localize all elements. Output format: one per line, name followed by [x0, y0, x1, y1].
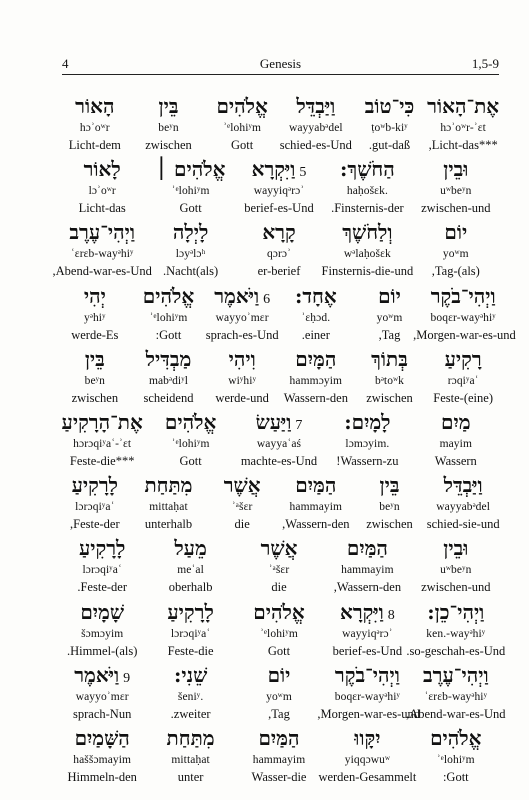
transliteration: ʿɛrɛb-wayᵊhiʸ [424, 690, 488, 703]
transliteration: wayyoʾmɛr [75, 690, 129, 703]
german-gloss: werde-Es [71, 327, 119, 342]
hebrew-word: שָׁמָיִם [80, 599, 125, 624]
hebrew-word: יוֹם [267, 662, 291, 687]
hebrew-word: וּבֵין [443, 536, 469, 561]
transliteration: ʾᵉlohiʸm [171, 185, 210, 198]
interlinear-line [52, 218, 500, 282]
german-gloss: :Gott [442, 770, 469, 784]
hebrew-word: יוֹם [378, 283, 401, 308]
german-gloss: Feste-(eine) [433, 390, 493, 405]
german-gloss: sprach-Nun [73, 706, 132, 721]
word-group [52, 661, 152, 723]
german-gloss: sprach-es-Und [205, 327, 279, 342]
hebrew-word: וַיְהִי־בֹקֶר [334, 662, 400, 687]
verse-reference: 1,5-9 [471, 56, 499, 71]
word-group [406, 724, 506, 786]
interlinear-line [58, 724, 500, 788]
german-gloss: ,Morgen-war-es-und [317, 706, 421, 721]
word-group [406, 534, 506, 596]
interlinear-line [58, 534, 500, 598]
interlinear-line [58, 155, 500, 219]
german-gloss: berief-es-Und [332, 643, 403, 658]
transliteration: šɔmɔyim [81, 627, 124, 640]
transliteration: ʿɛrɛb-wayᵊhiʸ [70, 248, 134, 261]
word-group [141, 218, 241, 280]
interlinear-line [58, 345, 500, 409]
german-gloss: .Finsternis-der [331, 201, 404, 216]
word-group [406, 218, 506, 280]
german-gloss: ,Tag [268, 706, 290, 721]
german-gloss: !Wassern-zu [336, 454, 399, 468]
german-gloss: Licht-dem [68, 138, 121, 152]
interlinear-line [58, 92, 500, 156]
german-gloss: Wassern-den [283, 390, 348, 405]
transliteration: ʾᵉlohiʸm [149, 311, 188, 324]
hebrew-word: הַמַּיִם [295, 473, 337, 498]
word-group [229, 155, 329, 217]
hebrew-word: בְּתוֹךְ [371, 346, 408, 371]
transliteration: yiqqɔwuʷ [344, 754, 391, 766]
transliteration: wᵊlaḥošɛk [343, 248, 391, 261]
hebrew-word: מַיִם [441, 410, 471, 434]
german-gloss: unterhalb [144, 517, 193, 532]
german-gloss: werden-Gesammelt [318, 770, 417, 784]
transliteration: yoʷm [442, 248, 469, 261]
german-gloss: oberhalb [168, 580, 213, 595]
transliteration: lɔrɔqiʸaʿ [75, 501, 115, 514]
hebrew-word: וִיהִי [228, 346, 256, 371]
hebrew-word: הָאוֹר [75, 94, 115, 118]
hebrew-word: וַיְהִי־עֶרֶב [423, 662, 489, 687]
hebrew-word: לָאוֹר [83, 157, 121, 182]
transliteration: hɔʾoʷr-ʾɛt [440, 122, 486, 134]
transliteration: hɔrɔqiʸaʿ-ʾɛt [73, 438, 132, 450]
transliteration: yoʷm [376, 311, 403, 324]
transliteration: mabᵊdiʸl [148, 374, 189, 387]
word-group [52, 724, 152, 786]
transliteration: hammɔyim [289, 374, 343, 387]
german-gloss: ,Licht-das*** [428, 138, 498, 152]
transliteration: ʾɛḥɔd. [301, 311, 331, 324]
hebrew-word: אֲשֶׁר [260, 536, 298, 561]
transliteration: uʷbeʸn [440, 564, 472, 577]
hebrew-word: וַיְהִי־בֹקֶר [430, 283, 496, 308]
hebrew-word: לָרָקִיעַ [167, 599, 214, 624]
german-gloss: Wassern [434, 454, 477, 468]
transliteration: yᵊhiʸ [84, 311, 106, 324]
verse-number: 7 [295, 418, 303, 433]
transliteration: ʾᵃšɛr [231, 501, 253, 514]
transliteration: hɔʾoʷr [79, 122, 110, 134]
hebrew-word [229, 408, 329, 436]
hebrew-word: וַיַּבְדֵּל [296, 94, 336, 118]
hebrew-word: בֵּין [84, 346, 105, 371]
german-gloss: .so-geschah-es-Und [406, 643, 506, 658]
german-gloss: :Gott [155, 327, 182, 342]
word-group [45, 282, 145, 344]
transliteration: wayyoʾmɛr [215, 311, 269, 324]
transliteration: wayyiqᵊrɔʾ [342, 627, 393, 640]
word-group [141, 408, 241, 470]
hebrew-word: יִקָּווּ [354, 726, 381, 750]
word-group [52, 155, 152, 217]
hebrew-word: לָמָיִם: [344, 410, 391, 434]
german-gloss: zwischen-und [421, 201, 491, 216]
german-gloss: schied-es-Und [279, 138, 352, 152]
word-group [52, 218, 152, 280]
hebrew-word: הַשָּׁמַיִם [74, 726, 130, 750]
german-gloss: unter [177, 770, 204, 784]
transliteration: ʾᵉlohiʸm [436, 754, 475, 766]
german-gloss: berief-es-Und [244, 201, 314, 216]
hebrew-word: הַמַּיִם [258, 726, 300, 750]
hebrew-word: לָרָקִיעַ [71, 473, 119, 498]
german-gloss: werde-und [215, 390, 269, 405]
word-group [52, 598, 152, 660]
hebrew-word: קָרָא [262, 220, 296, 245]
hebrew-word: הַחֹשֶׁךְ: [340, 157, 395, 182]
german-gloss: Gott [267, 643, 291, 658]
german-gloss: die [271, 580, 287, 595]
hebrew-word: אֲשֶׁר [223, 473, 261, 498]
interlinear-line [58, 282, 516, 346]
hebrew-word: אֶת־הָרָקִיעַ [61, 410, 143, 434]
german-gloss: zwischen-und [421, 580, 491, 595]
transliteration: wayyaʿaś [256, 438, 302, 450]
transliteration: lɔʾoʷr [88, 185, 116, 198]
interlinear-line [58, 598, 506, 662]
german-gloss: .zweiter [170, 706, 211, 721]
word-group [52, 534, 152, 596]
hebrew-word: מִתַּחַת [166, 726, 215, 750]
verse-number: 9 [123, 670, 131, 686]
running-header [62, 55, 499, 73]
transliteration: wiʸhiʸ [228, 374, 257, 387]
german-gloss: ,Abend-war-es-Und [406, 706, 506, 721]
verse-number: 8 [387, 607, 395, 623]
german-gloss: .Feste-der [77, 580, 127, 595]
german-gloss: Licht-das [78, 201, 126, 216]
hebrew-word: אֱלֹהִים [216, 94, 268, 118]
hebrew-word: בֵּין [158, 94, 179, 118]
word-group [45, 345, 145, 407]
word-group [229, 408, 329, 470]
hebrew-word: לָיְלָה [172, 220, 209, 245]
transliteration: bᵊtoʷk [375, 374, 404, 387]
transliteration: wayyabᵊdel [288, 122, 343, 134]
german-gloss: .einer [301, 327, 330, 342]
word-group [141, 534, 241, 596]
german-gloss: Feste-die*** [69, 454, 135, 468]
hebrew-word: בֵּין [379, 473, 400, 498]
german-gloss: ,Feste-der [70, 517, 120, 532]
transliteration: lɔrɔqiʸaʿ [170, 627, 211, 640]
hebrew-word: וְלַחֹשֶׁךְ [342, 220, 393, 245]
transliteration: lɔyᵊlɔʰ [175, 248, 206, 261]
word-group [229, 724, 329, 786]
german-gloss: zwischen [366, 390, 413, 405]
hebrew-word: יְהִי [83, 283, 106, 308]
hebrew-word: אֶחָד: [294, 283, 337, 308]
word-group [45, 471, 145, 533]
hebrew-word: כִּי־טוֹב [364, 94, 415, 118]
word-group [141, 724, 241, 786]
word-group [141, 598, 241, 660]
hebrew-word [317, 598, 417, 626]
german-gloss: Finsternis-die-und [321, 264, 414, 279]
word-group [141, 155, 241, 217]
hebrew-word: וַיְהִי־כֵן: [427, 599, 485, 624]
german-gloss: die [234, 517, 250, 532]
hebrew-word: מִתַּחַת [144, 473, 193, 498]
german-gloss: ,Wassern-den [333, 580, 402, 595]
word-group [229, 534, 329, 596]
german-gloss: er-berief [257, 264, 301, 279]
word-group [141, 661, 241, 723]
word-group [317, 661, 421, 723]
transliteration: mayim [439, 438, 473, 450]
word-group [406, 598, 506, 660]
transliteration: boqɛr-wayᵊhiʸ [430, 311, 496, 324]
hebrew-word: מֵעַל [174, 536, 207, 561]
german-gloss: machte-es-Und [240, 454, 318, 468]
hebrew-word: לָרָקִיעַ [78, 536, 126, 561]
hebrew-word: וַיְהִי־עֶרֶב [69, 220, 135, 245]
transliteration: haššɔmayim [73, 754, 132, 766]
hebrew-word: אֶת־הָאוֹר [427, 94, 500, 118]
transliteration: mittaḥat [171, 754, 210, 766]
interlinear-line [58, 661, 506, 725]
hebrew-word: אֱלֹהִים [430, 726, 482, 750]
interlinear-line [58, 408, 500, 472]
hebrew-text: וַיִּקְרָא [340, 599, 384, 624]
german-gloss: zwischen [145, 138, 192, 152]
transliteration: meʿal [177, 564, 204, 577]
german-gloss: Gott [179, 201, 202, 216]
word-group [317, 724, 417, 786]
german-gloss: ,Tag [378, 327, 401, 342]
hebrew-word: הַמָּיִם [295, 346, 337, 371]
hebrew-word: וַיַּבְדֵּל [443, 473, 483, 498]
hebrew-word: אֱלֹהִים [253, 599, 305, 624]
hebrew-text: וַיֹּאמֶר [74, 662, 120, 687]
transliteration: beʸn [84, 374, 106, 387]
word-group [317, 408, 417, 470]
german-gloss: .Himmel-(als) [66, 643, 138, 658]
german-gloss: ,Morgen-war-es-und [413, 327, 516, 342]
hebrew-word: אֱלֹהִים ׀ [155, 157, 226, 182]
verse-number: 6 [263, 291, 271, 307]
hebrew-word [52, 661, 152, 689]
transliteration: yoʷm [266, 690, 292, 703]
transliteration: beʸn [158, 122, 179, 134]
german-gloss: Wasser-die [251, 770, 307, 784]
german-gloss: .gut-daß [368, 138, 411, 152]
german-gloss: zwischen [366, 517, 413, 532]
german-gloss: ,Abend-war-es-Und [52, 264, 152, 279]
hebrew-word: וּבֵין [443, 157, 469, 182]
german-gloss: ,Wassern-den [282, 517, 350, 532]
transliteration: ken.-wayᵊhiʸ [426, 627, 486, 640]
german-gloss: Himmeln-den [67, 770, 137, 784]
hebrew-text: וַיַּעַשׂ [255, 410, 292, 434]
transliteration: šeniʸ. [177, 690, 204, 703]
word-group [317, 155, 417, 217]
transliteration: wayyiqᵊrɔʾ [253, 185, 305, 198]
german-gloss: Feste-die [167, 643, 214, 658]
word-group [317, 598, 417, 660]
hebrew-text: וַיֹּאמֶר [214, 283, 260, 308]
transliteration: rɔqiʸaʿ [447, 374, 479, 387]
hebrew-word: מַבְדִּיל [145, 346, 192, 371]
transliteration: qɔrɔʾ [266, 248, 292, 261]
word-group [45, 92, 145, 154]
german-gloss: Gott [179, 454, 202, 468]
hebrew-text: וַיִּקְרָא [251, 157, 296, 182]
word-group [52, 408, 152, 470]
header-rule [62, 74, 499, 75]
verse-number: 5 [299, 165, 307, 181]
german-gloss: .Nacht(als) [163, 264, 219, 279]
transliteration: hammayim [289, 501, 343, 514]
transliteration: ʾᵉlohiʸm [223, 122, 262, 134]
transliteration: hammayim [252, 754, 306, 766]
page-number: 4 [62, 56, 69, 71]
transliteration: beʸn [379, 501, 400, 514]
german-gloss: Gott [231, 138, 254, 152]
hebrew-word: רָקִיעַ [444, 346, 482, 371]
german-gloss: zwischen [71, 390, 119, 405]
word-group [229, 598, 329, 660]
transliteration: hammayim [341, 564, 394, 577]
word-group [317, 218, 417, 280]
transliteration: uʷbeʸn [440, 185, 472, 198]
hebrew-word: אֱלֹהִים [142, 283, 195, 308]
word-group [229, 661, 329, 723]
hebrew-word: שֵׁנִי: [173, 662, 208, 687]
transliteration: ʾᵉlohiʸm [260, 627, 298, 640]
word-group [317, 534, 417, 596]
transliteration: ṭoʷb-kiʸ [371, 122, 408, 134]
word-group [406, 661, 506, 723]
book-title: Genesis [259, 56, 302, 71]
transliteration: lɔmɔyim. [345, 438, 390, 450]
transliteration: ʾᵉlohiʸm [171, 438, 210, 450]
transliteration: ʾᵃšɛr [268, 564, 290, 577]
german-gloss: ,Tag-(als) [431, 264, 480, 279]
interlinear-line [58, 471, 500, 535]
transliteration: boqɛr-wayᵊhiʸ [334, 690, 401, 703]
hebrew-word [229, 155, 329, 183]
transliteration: lɔrɔqiʸaʿ [82, 564, 122, 577]
transliteration: haḥošɛk. [346, 185, 388, 198]
german-gloss: scheidend [143, 390, 194, 405]
transliteration: mittaḥat [149, 501, 188, 514]
hebrew-word: הַמַּיִם [346, 536, 388, 561]
german-gloss: schied-sie-und [426, 517, 500, 532]
hebrew-word: יוֹם [444, 220, 468, 245]
word-group [229, 218, 329, 280]
hebrew-word: אֱלֹהִים [164, 410, 217, 434]
word-group [406, 408, 506, 470]
transliteration: wayyabᵊdel [436, 501, 491, 514]
word-group [406, 155, 506, 217]
